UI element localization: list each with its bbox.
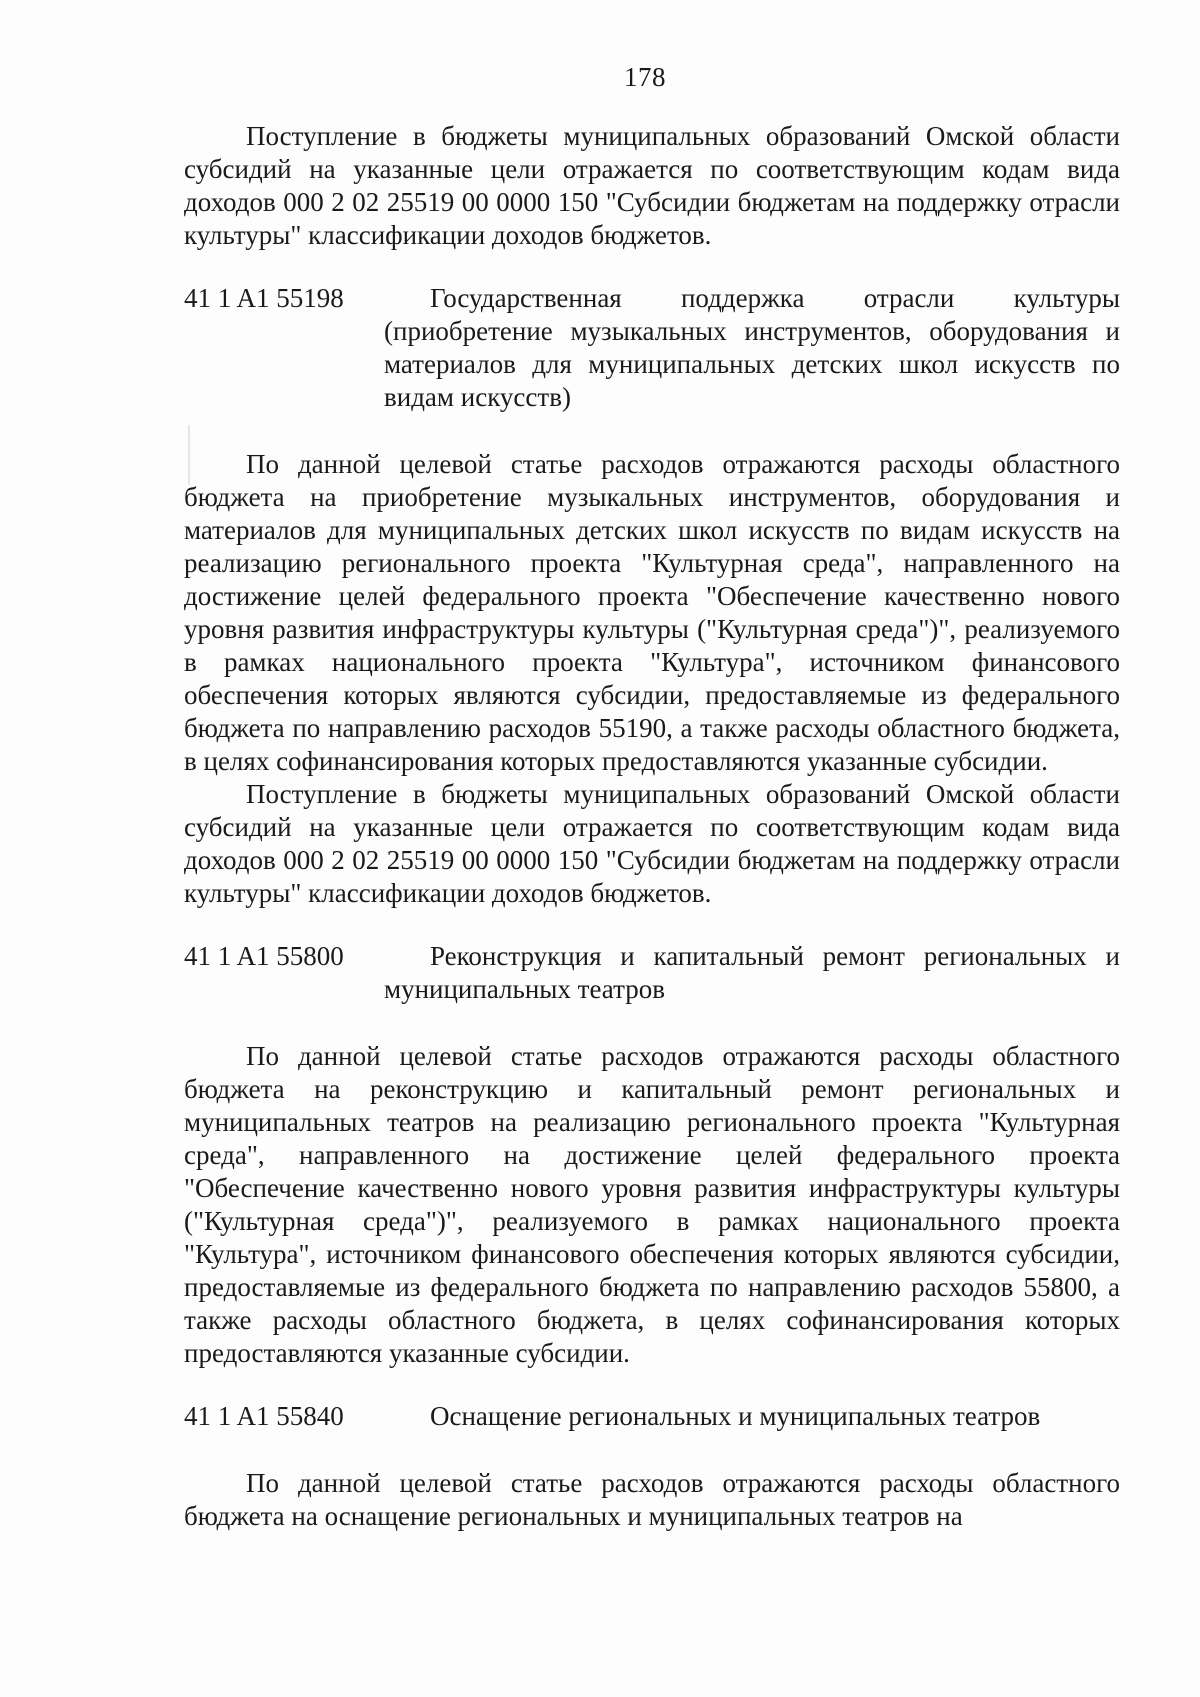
- budget-code: 41 1 A1 55840: [184, 1401, 344, 1431]
- page-number: 178: [624, 62, 666, 92]
- budget-entry-title: Оснащение региональных и муниципальных театров: [430, 1401, 1041, 1431]
- paragraph-expenses-55198: По данной целевой статье расходов отражаются расходы областного бюджета на приобретение музыкальных инструментов, оборудования и материалов для муниципальных детских школ искусств по видам искусств на реализацию регионального проекта "Культурная среда", направленного на достижение целей федерального проекта "Обеспечение качественно нового уровня развития инфраструктуры культуры ("Культурная среда")", реализуемого в рамках национального проекта "Культура", источником финансового обеспечения которых являются субсидии, предоставляемые из федерального бюджета по направлению расходов 55190, а также расходы областного бюджета, в целях софинансирования которых предоставляются указанные субсидии.: [184, 449, 1120, 776]
- budget-code: 41 1 A1 55800: [184, 941, 344, 971]
- budget-entry-55840: [184, 1400, 1120, 1433]
- paragraph-receipts-1: Поступление в бюджеты муниципальных образований Омской области субсидий на указанные цели отражается по соответствующим кодам вида доходов 000 2 02 25519 00 0000 150 "Субсидии бюджетам на поддержку отрасли культуры" классификации доходов бюджетов.: [184, 121, 1120, 250]
- budget-code: 41 1 A1 55198: [184, 283, 344, 313]
- budget-entry-title: Реконструкция и капитальный ремонт региональных и муниципальных театров: [384, 941, 1120, 1004]
- budget-entry-55198: [184, 282, 1120, 414]
- paragraph-receipts-2: Поступление в бюджеты муниципальных образований Омской области субсидий на указанные цели отражается по соответствующим кодам вида доходов 000 2 02 25519 00 0000 150 "Субсидии бюджетам на поддержку отрасли культуры" классификации доходов бюджетов.: [184, 779, 1120, 908]
- paragraph-expenses-55800: По данной целевой статье расходов отражаются расходы областного бюджета на реконструкцию и капитальный ремонт региональных и муниципальных театров на реализацию регионального проекта "Культурная среда", направленного на достижение целей федерального проекта "Обеспечение качественно нового уровня развития инфраструктуры культуры ("Культурная среда")", реализуемого в рамках национального проекта "Культура", источником финансового обеспечения которых являются субсидии, предоставляемые из федерального бюджета по направлению расходов 55800, а также расходы областного бюджета, в целях софинансирования которых предоставляются указанные субсидии.: [184, 1041, 1120, 1368]
- budget-entry-55800: [184, 940, 1120, 1006]
- paragraph-expenses-55840: По данной целевой статье расходов отражаются расходы областного бюджета на оснащение региональных и муниципальных театров на: [184, 1468, 1120, 1531]
- document-body: [184, 120, 1120, 1533]
- budget-entry-title: Государственная поддержка отрасли культуры (приобретение музыкальных инструментов, оборудования и материалов для муниципальных детских школ искусств по видам искусств): [384, 283, 1120, 412]
